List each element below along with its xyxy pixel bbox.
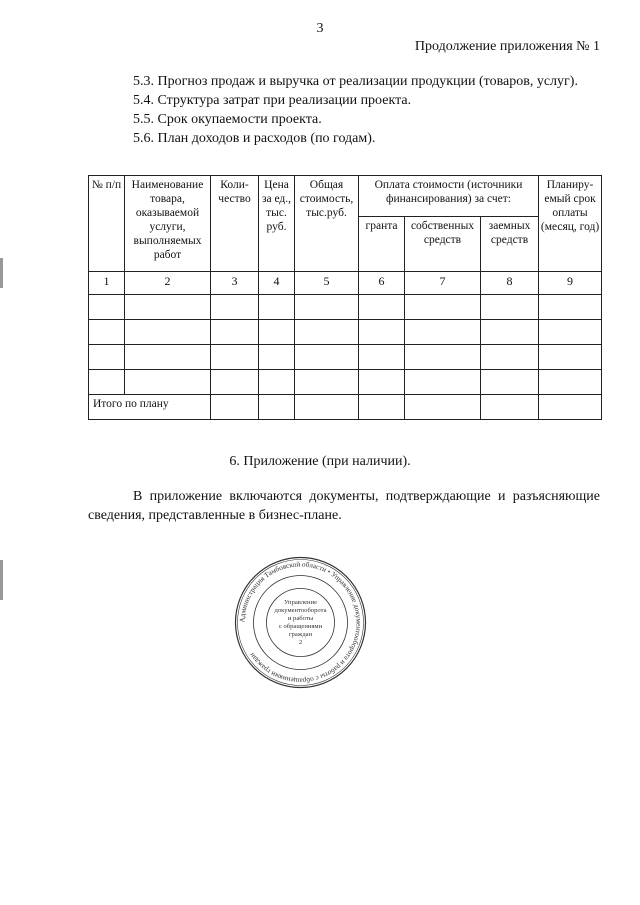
table-row	[89, 295, 602, 320]
column-number: 7	[405, 272, 481, 295]
table-cell	[295, 295, 359, 320]
official-stamp	[233, 555, 368, 690]
table-cell	[405, 395, 481, 420]
table-cell	[539, 395, 602, 420]
appendix-paragraph: В приложение включаются документы, подтверждающие и разъясняющие сведения, представленные в бизнес-плане.	[88, 489, 600, 523]
header-own-funds: собственных средств	[405, 217, 481, 272]
total-row	[89, 395, 602, 420]
stamp-outer-text: Администрация Тамбовской области • Управление документооборота и работы с обращениями граждан	[238, 560, 363, 685]
table-row	[89, 370, 602, 395]
header-number: № п/п	[89, 176, 125, 272]
header-borrowed-funds: заемных средств	[481, 217, 539, 272]
stamp-line: 2	[298, 639, 303, 646]
table-row	[89, 345, 602, 370]
table-row	[89, 320, 602, 345]
table-cell	[359, 295, 405, 320]
table-cell	[405, 320, 481, 345]
table-cell	[481, 370, 539, 395]
table-cell	[125, 295, 211, 320]
stamp-line: с обращениями	[278, 623, 323, 630]
header-name: Наименование товара, оказываемой услуги, выполняемых работ	[125, 176, 211, 272]
table-cell	[481, 395, 539, 420]
table-cell	[405, 370, 481, 395]
table-cell	[211, 370, 259, 395]
item-5-3: 5.3. Прогноз продаж и выручка от реализации продукции (товаров, услуг).	[133, 74, 578, 89]
header-unit-price: Цена за ед., тыс. руб.	[259, 176, 295, 272]
table-header-row	[89, 176, 602, 217]
section-items-list	[88, 72, 600, 148]
table-cell	[89, 345, 125, 370]
table-cell	[359, 345, 405, 370]
table-cell	[359, 370, 405, 395]
table-cell	[211, 320, 259, 345]
table-cell	[539, 345, 602, 370]
column-numbers-row	[89, 272, 602, 295]
table-cell	[89, 370, 125, 395]
table-cell	[359, 395, 405, 420]
column-number: 6	[359, 272, 405, 295]
header-payment-sources: Оплата стоимости (источники финансирования) за счет:	[359, 176, 539, 217]
table-cell	[405, 345, 481, 370]
table-cell	[259, 345, 295, 370]
table-cell	[539, 320, 602, 345]
table-cell	[259, 295, 295, 320]
table-cell	[481, 320, 539, 345]
stamp-inner-text	[274, 599, 326, 646]
appendix-continuation-header: Продолжение приложения № 1	[414, 39, 600, 54]
stamp-line: Управление	[283, 599, 318, 606]
column-number: 5	[295, 272, 359, 295]
table-cell	[259, 395, 295, 420]
item-5-4: 5.4. Структура затрат при реализации проекта.	[133, 93, 412, 108]
table-cell	[295, 320, 359, 345]
table-cell	[211, 345, 259, 370]
section-6-title: 6. Приложение (при наличии).	[229, 454, 411, 469]
stamp-line: документооборота	[274, 607, 327, 614]
table-cell	[259, 370, 295, 395]
table-cell	[211, 395, 259, 420]
header-grant: гранта	[359, 217, 405, 272]
scan-margin-mark	[0, 560, 3, 600]
table-cell	[89, 295, 125, 320]
table-cell	[359, 320, 405, 345]
table-cell	[405, 295, 481, 320]
stamp-seal-graphic	[233, 555, 368, 690]
income-expense-plan-table	[88, 175, 602, 420]
header-total-cost: Общая стоимость, тыс.руб.	[295, 176, 359, 272]
table-cell	[481, 295, 539, 320]
table-cell	[295, 370, 359, 395]
table-cell	[539, 370, 602, 395]
total-label: Итого по плану	[89, 395, 211, 420]
column-number: 3	[211, 272, 259, 295]
table-cell	[211, 295, 259, 320]
column-number: 2	[125, 272, 211, 295]
header-payment-term: Планиру- емый срок оплаты (месяц, год)	[539, 176, 602, 272]
column-number: 4	[259, 272, 295, 295]
scan-margin-mark	[0, 258, 3, 288]
stamp-line: и работы	[287, 615, 314, 622]
table-cell	[295, 395, 359, 420]
table-cell	[125, 345, 211, 370]
table-cell	[125, 320, 211, 345]
header-quantity: Коли- чество	[211, 176, 259, 272]
item-5-5: 5.5. Срок окупаемости проекта.	[133, 112, 322, 127]
page-number: 3	[316, 21, 324, 36]
column-number: 8	[481, 272, 539, 295]
table-cell	[295, 345, 359, 370]
table-cell	[89, 320, 125, 345]
item-5-6: 5.6. План доходов и расходов (по годам).	[133, 131, 376, 146]
column-number: 1	[89, 272, 125, 295]
table-cell	[259, 320, 295, 345]
table-cell	[125, 370, 211, 395]
column-number: 9	[539, 272, 602, 295]
table-cell	[539, 295, 602, 320]
table-cell	[481, 345, 539, 370]
stamp-line: граждан	[288, 631, 313, 638]
